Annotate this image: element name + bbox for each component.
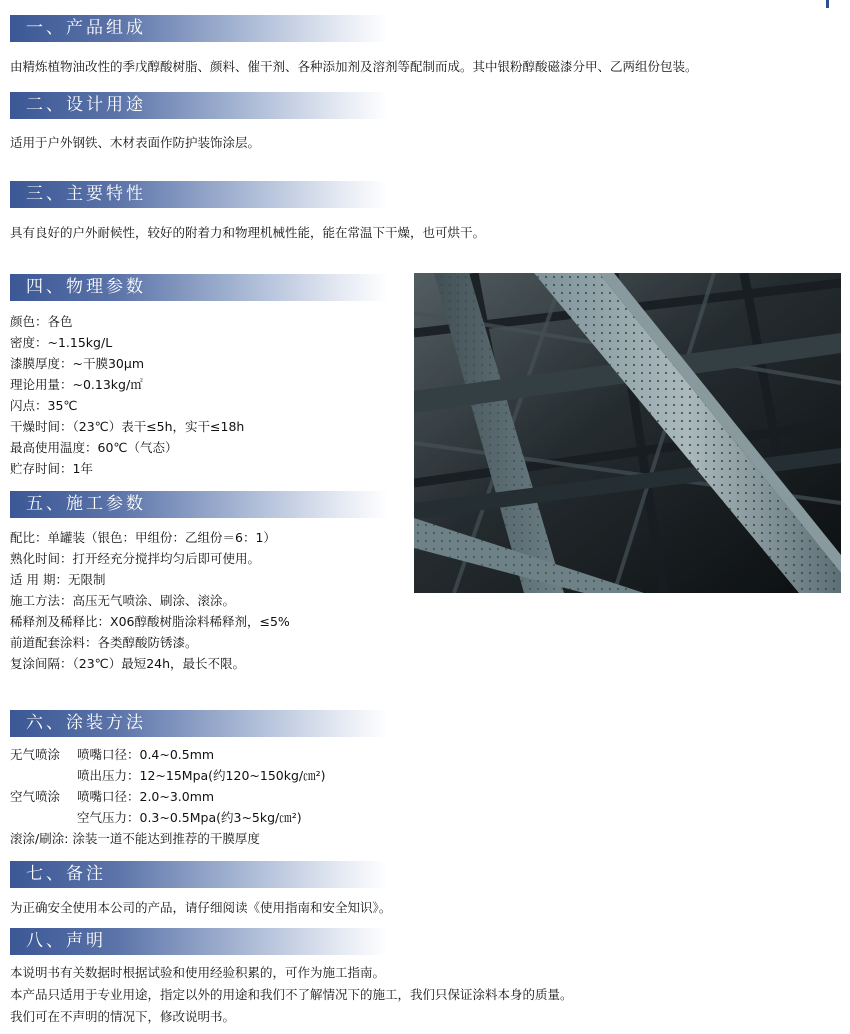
section-header-composition — [10, 15, 388, 42]
section-header-coating-method — [10, 710, 388, 737]
physical-param-line: 密度：~1.15kg/L — [10, 335, 113, 350]
method-value: 喷嘴口径：2.0~3.0mm — [77, 789, 215, 804]
method-name: 无气喷涂 — [10, 747, 61, 762]
application-param-line: 配比：单罐装（银色：甲组份：乙组份＝6：1） — [10, 530, 276, 545]
coating-method-row — [10, 744, 214, 765]
usage-text: 适用于户外钢铁、木材表面作防护装饰涂层。 — [10, 135, 261, 150]
section-title: 五、施工参数 — [26, 494, 146, 514]
section-header-usage — [10, 92, 388, 119]
section-header-application-params — [10, 491, 388, 518]
section-title: 六、涂装方法 — [26, 713, 146, 733]
section-header-statement — [10, 928, 388, 955]
physical-param-line: 贮存时间：1年 — [10, 461, 93, 476]
physical-param-line: 闪点：35℃ — [10, 398, 78, 413]
section-header-remarks — [10, 861, 388, 888]
section-title: 八、声明 — [26, 931, 106, 951]
section-title: 三、主要特性 — [26, 184, 146, 204]
remarks-text: 为正确安全使用本公司的产品，请仔细阅读《使用指南和安全知识》。 — [10, 900, 392, 915]
steel-structure-photo — [414, 273, 841, 593]
application-param-line: 稀释剂及稀释比：X06醇酸树脂涂料稀释剂，≤5% — [10, 614, 290, 629]
section-title: 七、备注 — [26, 864, 106, 884]
features-text: 具有良好的户外耐候性，较好的附着力和物理机械性能，能在常温下干燥，也可烘干。 — [10, 225, 486, 240]
physical-param-line: 颜色：各色 — [10, 314, 73, 329]
physical-param-line: 最高使用温度：60℃（气态） — [10, 440, 178, 455]
method-value: 喷出压力：12~15Mpa(约120~150kg/㎝²) — [77, 768, 326, 783]
method-value: 喷嘴口径：0.4~0.5mm — [77, 747, 215, 762]
statement-line: 本产品只适用于专业用途，指定以外的用途和我们不了解情况下的施工，我们只保证涂料本身的质量。 — [10, 987, 573, 1002]
section-title: 四、物理参数 — [26, 277, 146, 297]
application-param-line: 施工方法：高压无气喷涂、刷涂、滚涂。 — [10, 593, 236, 608]
physical-param-line: 漆膜厚度：~干膜30μm — [10, 356, 145, 371]
section-title: 二、设计用途 — [26, 95, 146, 115]
statement-line: 本说明书有关数据时根据试验和使用经验积累的，可作为施工指南。 — [10, 965, 386, 980]
method-name: 空气喷涂 — [10, 789, 61, 804]
composition-text: 由精炼植物油改性的季戊醇酸树脂、颜料、催干剂、各种添加剂及溶剂等配制而成。其中银粉醇酸磁漆分甲、乙两组份包装。 — [10, 59, 698, 74]
coating-method-row — [10, 807, 302, 828]
application-param-line: 熟化时间：打开经充分搅拌均匀后即可使用。 — [10, 551, 261, 566]
coating-method-row — [10, 765, 326, 786]
section-header-physical-params — [10, 274, 388, 301]
method-value: 空气压力：0.3~0.5Mpa(约3~5kg/㎝²) — [77, 810, 302, 825]
application-param-line: 前道配套涂料：各类醇酸防锈漆。 — [10, 635, 198, 650]
corner-accent-mark — [826, 0, 829, 8]
section-header-features — [10, 181, 388, 208]
application-param-line: 复涂间隔：（23℃）最短24h，最长不限。 — [10, 656, 246, 671]
roll-brush-note: 滚涂/刷涂: 涂装一道不能达到推荐的干膜厚度 — [10, 831, 260, 846]
physical-param-line: 干燥时间：（23℃）表干≤5h，实干≤18h — [10, 419, 245, 434]
coating-method-row — [10, 786, 214, 807]
statement-line: 我们可在不声明的情况下，修改说明书。 — [10, 1009, 236, 1024]
application-param-line: 适 用 期：无限制 — [10, 572, 106, 587]
physical-param-line: 理论用量：~0.13kg/㎡ — [10, 377, 143, 392]
section-title: 一、产品组成 — [26, 18, 146, 38]
